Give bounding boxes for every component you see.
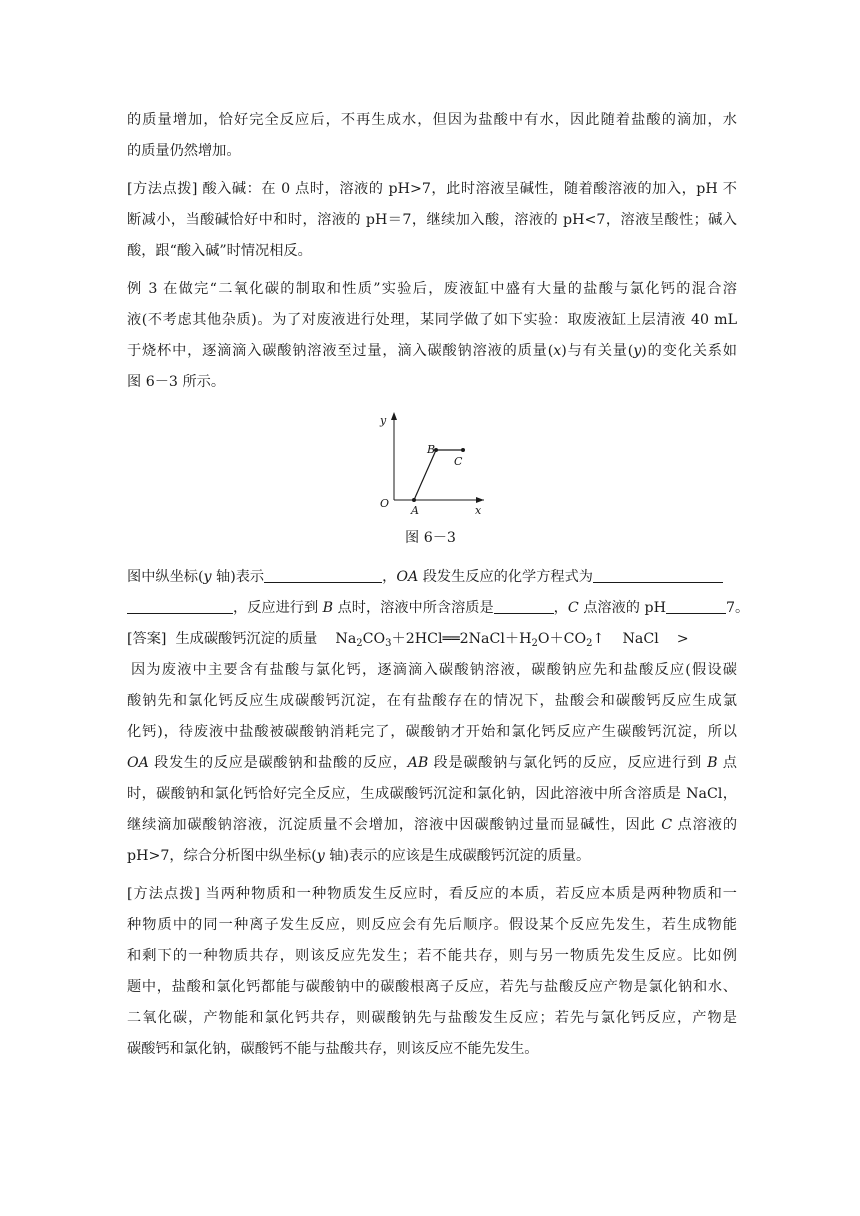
answer-blank[interactable] [494,599,554,614]
method-tip-line: 二氧化碳，产物能和氯化钙共存，则碳酸钠先与盐酸发生反应；若先与氯化钙反应，产物是 [127,1010,737,1026]
answer-blank[interactable] [264,568,382,583]
point-c [461,448,465,452]
method-tip-line: 和剩下的一种物质共存，则该反应先发生；若不能共存，则与另一物质先发生反应。比如例 [127,948,737,964]
example-line: 图 6－3 所示。 [127,374,226,390]
point-a [412,498,416,502]
text-run: 图中纵坐标( [127,569,204,585]
x-axis-label: x [475,504,482,517]
text-run: )与有关量( [561,343,634,359]
method-tip-line: 种物质中的同一种离子发生反应，则反应会有先后顺序。假设某个反应先发生，若生成物能 [127,917,737,933]
text-run: 7。 [725,600,750,616]
paragraph-line: 的质量增加，恰好完全反应后，不再生成水，但因为盐酸中有水，因此随着盐酸的滴加，水 [127,112,737,128]
text-run: 段发生反应的化学方程式为 [418,569,593,585]
method-tip-line: 酸，跟“酸入碱”时情况相反。 [127,243,312,259]
point-b-ref: B [322,600,334,616]
segment-ab: AB [407,755,429,771]
answer-item: 生成碳酸钙沉淀的质量 [175,631,318,647]
var-x: x [553,343,562,359]
text-run: ， [382,569,397,585]
chemical-equation: $Na_2CO_3+2HCl══2NaCl+H_2O+CO_2↑$ [335,631,605,649]
answer-item: NaCl [622,631,659,647]
figure-caption: 图 6－3 [405,530,456,546]
explanation-line: 酸钠先和氯化钙反应生成碳酸钙沉淀，在有盐酸存在的情况下，盐酸会和碳酸钙反应生成氯 [127,693,737,709]
explanation-line [127,846,737,866]
explanation-line [127,815,737,835]
var-y: y [633,343,642,359]
explanation-line: 因为废液中主要含有盐酸与氯化钙，逐滴滴入碳酸钠溶液，碳酸钠应先和盐酸反应(假设碳 [131,662,737,678]
y-axis-label: y [380,414,387,427]
method-tip-line: 碳酸钙和氯化钠，碳酸钙不能与盐酸共存，则该反应不能先发生。 [127,1041,539,1057]
method-tip-line: 题中，盐酸和氯化钙都能与碳酸钠中的碳酸根离子反应，若先与盐酸反应产物是氯化钠和水、 [127,979,737,995]
var-y: y [316,848,325,864]
explanation-line [127,753,737,773]
var-y: y [203,569,212,585]
method-tip-line: [方法点拨] 当两种物质和一种物质发生反应时，看反应的本质，若反应本质是两种物质和一 [127,886,737,902]
point-b-label: B [427,443,436,456]
answer-blank[interactable] [593,568,723,583]
text-run: 点 [717,755,737,771]
text-run: 段是碳酸钠与氯化钙的反应，反应进行到 [428,755,708,771]
text-run: ，反应进行到 [233,600,323,616]
point-a-label: A [411,504,419,517]
answer-blank[interactable] [127,599,233,614]
text-run: )的变化关系如 [641,343,737,359]
text-run: 点时，溶液中所含溶质是 [333,600,494,616]
paragraph-line: 的质量仍然增加。 [127,143,241,159]
segment-ab [414,450,436,500]
explanation-line: 时，碳酸钠和氯化钙恰好完全反应，生成碳酸钙沉淀和氯化钠，因此溶液中所含溶质是 NaCl， [127,786,737,802]
segment-oa: OA [396,569,419,585]
text-run: 段发生的反应是碳酸钠和盐酸的反应， [148,755,408,771]
explanation-line: 化钙)，待废液中盐酸被碳酸钠消耗完了，碳酸钠才开始和氯化钙反应产生碳酸钙沉淀，所以 [127,724,737,740]
point-b-ref: B [707,755,718,771]
reaction-graph [370,408,490,520]
method-tip-line: 断减小，当酸碱恰好中和时，溶液的 pH＝7，继续加入酸，溶液的 pH<7，溶液呈酸性；碱入 [127,212,737,228]
answer-label: [答案] [127,631,167,647]
example-line: 例 3 在做完“二氧化碳的制取和性质”实验后，废液缸中盛有大量的盐酸与氯化钙的混合溶 [127,281,737,297]
text-run: 点溶液的 pH [578,600,666,616]
text-run: 轴)表示 [211,569,265,585]
text-run: 继续滴加碳酸钠溶液，沉淀质量不会增加，溶液中因碳酸钠过量而显碱性，因此 [127,817,662,833]
question-line [127,567,737,587]
text-run: pH>7，综合分析图中纵坐标( [127,848,317,864]
point-c-ref: C [567,600,579,616]
text-run: 轴)表示的应该是生成碳酸钙沉淀的质量。 [324,848,591,864]
segment-oa: OA [127,755,149,771]
answer-line [127,629,737,649]
point-c-ref: C [661,817,673,833]
method-tip-line: [方法点拨] 酸入碱：在 0 点时，溶液的 pH>7，此时溶液呈碱性，随着酸溶液的加入，pH 不 [127,181,737,197]
text-run: 点溶液的 [672,817,738,833]
example-line [127,341,737,361]
answer-blank[interactable] [666,599,726,614]
origin-label: O [380,497,390,510]
answer-item: > [676,631,689,647]
point-c-label: C [454,455,463,468]
question-line [127,598,750,618]
example-line: 液(不考虑其他杂质)。为了对废液进行处理，某同学做了如下实验：取废液缸上层清液 40 mL [127,312,737,328]
text-run: 于烧杯中，逐滴滴入碳酸钠溶液至过量，滴入碳酸钠溶液的质量( [127,343,554,359]
text-run: ， [553,600,568,616]
